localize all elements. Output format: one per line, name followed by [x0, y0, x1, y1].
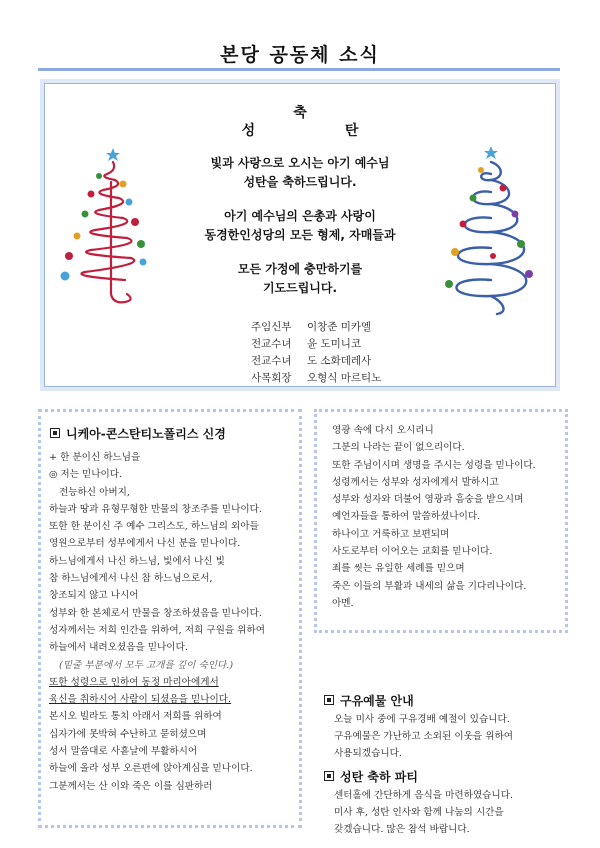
creed-line: 죽은 이들의 부활과 내세의 삶을 기다리나이다.	[332, 580, 527, 592]
creed-line: 하늘에 올라 성부 오른편에 앉아계심을 믿나이다.	[49, 763, 253, 775]
signature-row	[251, 320, 381, 337]
creed-line: 또한 한 분이신 주 예수 그리스도, 하느님의 외아들	[49, 521, 259, 533]
greeting-line-3: 아기 예수님의 은총과 사랑이	[224, 209, 376, 223]
notice-line: 사용되겠습니다.	[334, 748, 402, 759]
signature-row	[251, 371, 381, 388]
notice-heading-text: 성탄 축하 파티	[340, 770, 418, 784]
greeting-line-1: 빛과 사랑으로 오시는 아기 예수님	[210, 156, 390, 170]
creed-line: 하나이고 거룩하고 보편되며	[332, 528, 450, 540]
creed-line: 십자가에 못박혀 수난하고 묻히셨으며	[49, 728, 207, 740]
creed-line: 죄를 씻는 유일한 세례를 믿으며	[332, 563, 465, 575]
creed-heading	[50, 425, 226, 442]
notice-line: 센터홀에 간단하게 음식을 마련하였습니다.	[334, 790, 514, 801]
creed-line: 하느님에게서 나신 하느님, 빛에서 나신 빛	[49, 555, 225, 567]
creed-underlined-line: 또한 성령으로 인하여 동정 마리아에게서	[49, 676, 219, 688]
creed-line: 성령께서는 성부와 성자에게서 발하시고	[332, 476, 499, 488]
notice-heading-text: 구유예물 안내	[340, 694, 414, 708]
creed-line: 하늘과 땅과 유형무형한 만물의 창조주를 믿나이다.	[49, 503, 262, 515]
christmas-tree-right-icon	[433, 144, 543, 324]
notice-body	[324, 787, 564, 838]
signature-name: 윤 도미니코	[307, 338, 362, 350]
signature-role: 사목회장	[251, 372, 292, 384]
greeting-title-char-3: 탄	[344, 123, 359, 139]
notice-line: 갖겠습니다. 많은 참석 바랍니다.	[334, 824, 470, 835]
signature-list	[251, 320, 381, 388]
signature-row	[251, 337, 381, 354]
signature-role: 전교수녀	[251, 355, 292, 367]
greeting-line-4: 동경한인성당의 모든 형제, 자매들과	[204, 228, 396, 242]
christmas-tree-left-icon	[55, 144, 151, 314]
creed-heading-text: 니케아-콘스탄티노폴리스 신경	[66, 427, 226, 441]
greeting-title	[45, 120, 555, 140]
notice-crib-offering	[324, 692, 564, 762]
creed-continuation-box	[314, 409, 568, 633]
greeting-line-2: 성탄을 축하드립니다.	[243, 175, 357, 189]
creed-line: 참 하느님에게서 나신 참 하느님으로서,	[49, 573, 213, 585]
christmas-greeting-card	[44, 83, 556, 387]
notice-christmas-party	[324, 768, 564, 838]
notice-line: 미사 후, 성탄 인사와 함께 나눔의 시간을	[334, 807, 504, 818]
notice-body	[324, 711, 564, 762]
notice-line: 구유예물은 가난하고 소외된 이웃을 위하여	[334, 731, 514, 742]
greeting-line-6: 기도드립니다.	[262, 281, 338, 295]
signature-role: 전교수녀	[251, 338, 292, 350]
square-bullet-icon	[50, 428, 60, 438]
signature-name: 오형식 마르티노	[307, 372, 382, 384]
creed-line: 영원으로부터 성부에게서 나신 분을 믿나이다.	[49, 538, 241, 550]
signature-name: 이창준 미카엘	[307, 321, 372, 333]
signature-name: 도 소화데레사	[307, 355, 372, 367]
creed-line: 창조되지 않고 나시어	[49, 590, 139, 602]
notice-heading	[324, 692, 564, 709]
notice-heading	[324, 768, 564, 785]
creed-line: 그분께서는 산 이와 죽은 이를 심판하러	[49, 780, 213, 792]
creed-underlined-line: 육신을 취하시어 사람이 되셨음을 믿나이다.	[49, 694, 232, 706]
greeting-title-char-1: 축	[293, 105, 307, 121]
notice-line: 오늘 미사 중에 구유경배 예절이 있습니다.	[334, 714, 510, 725]
square-bullet-icon	[324, 695, 334, 705]
title-divider	[38, 68, 560, 71]
creed-text	[49, 449, 265, 795]
creed-line: 또한 주님이시며 생명을 주시는 성령을 믿나이다.	[332, 459, 536, 471]
creed-line: 전능하신 아버지,	[59, 486, 130, 498]
creed-line: 성자께서는 저희 인간을 위하여, 저희 구원을 위하여	[49, 624, 265, 636]
creed-line: 성부와 한 본체로서 만물을 창조하셨음을 믿나이다.	[49, 607, 262, 619]
page-title: 본당 공동체 소식	[220, 44, 380, 66]
creed-line: 본시오 빌라도 통치 아래서 저희를 위하여	[49, 711, 222, 723]
greeting-title-char-2: 성	[241, 123, 256, 139]
creed-rubric: (밑줄 부분에서 모두 고개를 깊이 숙인다.)	[59, 659, 234, 671]
creed-line: 하늘에서 내려오셨음을 믿나이다.	[49, 642, 188, 654]
creed-line: 사도로부터 이어오는 교회를 믿나이다.	[332, 546, 493, 558]
creed-line: + 한 분이신 하느님을	[49, 452, 141, 463]
creed-line: 성부와 성자와 더불어 영광과 흠숭을 받으시며	[332, 494, 524, 506]
creed-line: 그분의 나라는 끝이 없으리이다.	[332, 442, 465, 454]
creed-continuation-text	[332, 422, 536, 612]
creed-box	[38, 409, 302, 828]
greeting-line-5: 모든 가정에 충만하기를	[237, 262, 363, 276]
square-bullet-icon	[324, 771, 334, 781]
creed-line: ◎ 저는 믿나이다.	[49, 469, 123, 481]
creed-line: 예언자들을 통하여 말씀하셨나이다.	[332, 511, 481, 523]
creed-line: 성서 말씀대로 사흗날에 부활하시어	[49, 746, 198, 758]
creed-line: 영광 속에 다시 오시리니	[332, 425, 434, 436]
creed-line: 아멘.	[332, 597, 354, 609]
signature-row	[251, 354, 381, 371]
signature-role: 주임신부	[251, 321, 292, 333]
